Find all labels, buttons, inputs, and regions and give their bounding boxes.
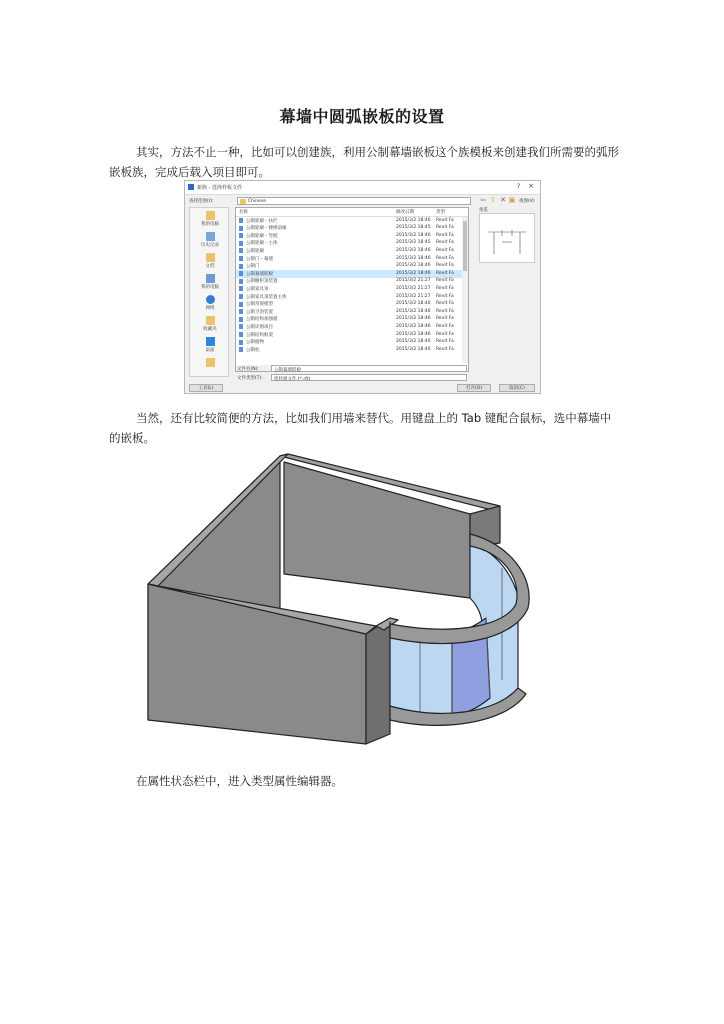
file-row[interactable] — [236, 331, 462, 339]
help-icon[interactable]: ? — [516, 183, 520, 190]
file-row[interactable] — [236, 301, 462, 309]
file-row[interactable] — [236, 293, 462, 301]
preview-pane — [479, 213, 535, 263]
new-folder-icon[interactable]: ▣ — [508, 196, 516, 204]
file-type: Revit Fa — [436, 331, 454, 337]
file-name: 公制常规模型 — [246, 302, 273, 308]
look-in-label: 查找范围(I): — [189, 199, 214, 204]
file-name: 公制轮廓 - 主体 — [246, 241, 278, 247]
file-date: 2015/3/2 18:45 — [396, 225, 431, 231]
file-row[interactable] — [236, 278, 462, 286]
file-name: 公制结构框架 — [246, 332, 273, 338]
paragraph-tab-select: 当然，还有比较简便的方法，比如我们用墙来替代。用键盘上的 Tab 键配合鼠标，选中幕墙中的嵌板。 — [109, 411, 612, 445]
file-name: 公制卫浴装置 — [246, 309, 273, 315]
file-name: 公制门 - 幕墙 — [246, 256, 273, 262]
folder-icon — [240, 199, 246, 204]
file-name: 公制植物 — [246, 340, 264, 346]
file-name: 公制家具顶 — [246, 286, 269, 292]
file-date: 2015/3/2 18:46 — [396, 316, 431, 322]
filename-row — [235, 365, 469, 373]
dialog-titlebar — [185, 181, 540, 195]
filename-input[interactable]: 公制幕墙嵌板 — [271, 365, 467, 372]
file-date: 2015/3/2 18:46 — [396, 346, 431, 352]
file-date: 2015/3/2 18:46 — [396, 301, 431, 307]
family-template-icon — [239, 264, 243, 269]
look-in-row — [187, 196, 477, 205]
place-item[interactable]: 网络 — [190, 295, 230, 311]
file-type: Revit Fa — [436, 225, 454, 231]
file-name: 公制家具顶装置主体 — [246, 294, 287, 300]
file-date: 2015/3/2 18:46 — [396, 263, 431, 269]
file-date: 2015/3/2 21:27 — [396, 278, 431, 284]
file-type: Revit Fa — [436, 263, 454, 269]
family-template-icon — [239, 302, 243, 307]
file-row[interactable] — [236, 316, 462, 324]
back-icon[interactable]: ⇦ — [480, 196, 486, 204]
file-row[interactable] — [236, 217, 462, 225]
filetype-select[interactable]: 族样板文件 (*.rft) — [271, 374, 467, 381]
preview-label: 预览 — [479, 208, 488, 213]
place-item[interactable] — [190, 358, 230, 368]
tools-button[interactable]: 工具(L) — [189, 384, 223, 392]
up-folder-icon[interactable]: ⇧ — [490, 196, 496, 204]
file-date: 2015/3/2 18:45 — [396, 240, 431, 246]
delete-icon[interactable]: ✕ — [500, 196, 506, 204]
file-date: 2015/3/2 21:27 — [396, 293, 431, 299]
file-type: Revit Fa — [436, 240, 454, 246]
back-wall-inner — [284, 462, 470, 598]
file-row[interactable] — [236, 285, 462, 293]
file-name: 公制轮廓 - 扶栏 — [246, 218, 278, 224]
file-type: Revit Fa — [436, 301, 454, 307]
building-3d-render — [140, 448, 540, 748]
file-name: 公制橱柜顶装置 — [246, 279, 278, 285]
file-row[interactable] — [236, 240, 462, 248]
place-item[interactable]: 我的电脑 — [190, 274, 230, 290]
file-list-header — [236, 208, 468, 217]
file-row[interactable] — [236, 270, 462, 278]
file-name: 公制详图项目 — [246, 324, 273, 330]
paragraph-properties: 在属性状态栏中，进入类型属性编辑器。 — [136, 774, 343, 788]
place-item[interactable]: 历史记录 — [190, 232, 230, 248]
family-template-icon — [239, 324, 243, 329]
look-in-value: Chinese — [248, 199, 266, 204]
open-button[interactable]: 打开(O) — [457, 384, 491, 392]
file-type: Revit Fa — [436, 346, 454, 352]
family-template-icon — [239, 271, 243, 276]
file-row[interactable] — [236, 323, 462, 331]
family-template-icon — [239, 256, 243, 261]
file-list[interactable] — [235, 207, 469, 372]
family-template-icon — [239, 226, 243, 231]
file-type: Revit Fa — [436, 339, 454, 345]
file-type: Revit Fa — [436, 255, 454, 261]
paragraph-intro: 其实，方法不止一种，比如可以创建族，利用公制幕墙嵌板这个族模板来创建我们所需要的弧形嵌板族，完成后载入项目即可。 — [109, 145, 619, 179]
file-name: 公制结构加强板 — [246, 317, 278, 323]
file-date: 2015/3/2 18:46 — [396, 232, 431, 238]
file-date: 2015/3/2 21:27 — [396, 285, 431, 291]
file-type: Revit Fa — [436, 217, 454, 223]
file-type: Revit Fa — [436, 293, 454, 299]
file-name: 公制轮廓 - 竖梃 — [246, 233, 278, 239]
column-name[interactable]: 名称 — [239, 210, 248, 215]
file-type: Revit Fa — [436, 308, 454, 314]
place-item[interactable]: 文档 — [190, 253, 230, 269]
filename-label: 文件名(N): — [237, 367, 259, 372]
filetype-label: 文件类型(T): — [237, 376, 263, 381]
file-name: 公制柱 — [246, 347, 260, 353]
file-date: 2015/3/2 18:46 — [396, 270, 431, 276]
file-type: Revit Fa — [436, 270, 454, 276]
cancel-button[interactable]: 取消(C) — [499, 384, 535, 392]
file-row[interactable] — [236, 255, 462, 263]
vertical-scrollbar[interactable] — [462, 217, 468, 363]
column-date[interactable]: 修改日期 — [396, 210, 414, 215]
family-template-icon — [239, 317, 243, 322]
file-date: 2015/3/2 18:46 — [396, 323, 431, 329]
revit-app-icon — [188, 184, 194, 190]
file-name: 公制轮廓 - 楼梯前缘 — [246, 226, 287, 232]
file-name: 公制门 — [246, 264, 260, 270]
file-row[interactable] — [236, 263, 462, 271]
new-family-dialog — [184, 180, 541, 394]
file-date: 2015/3/2 18:46 — [396, 331, 431, 337]
family-template-icon — [239, 286, 243, 291]
file-type: Revit Fa — [436, 316, 454, 322]
family-template-icon — [239, 241, 243, 246]
file-date: 2015/3/2 18:46 — [396, 255, 431, 261]
family-template-icon — [239, 294, 243, 299]
file-row[interactable] — [236, 225, 462, 233]
file-type: Revit Fa — [436, 278, 454, 284]
file-name: 公制轮廓 — [246, 248, 264, 254]
file-name: 公制幕墙嵌板 — [246, 271, 273, 277]
family-template-icon — [239, 218, 243, 223]
filetype-row — [235, 374, 469, 382]
family-template-icon — [239, 332, 243, 337]
file-row[interactable] — [236, 346, 462, 354]
family-template-icon — [239, 347, 243, 352]
file-row[interactable] — [236, 308, 462, 316]
preview-drawing — [480, 214, 534, 262]
family-template-icon — [239, 233, 243, 238]
file-type: Revit Fa — [436, 247, 454, 253]
dialog-title: 新族 - 选择样板文件 — [197, 185, 242, 191]
file-row[interactable] — [236, 247, 462, 255]
look-in-select[interactable] — [237, 197, 471, 205]
file-date: 2015/3/2 18:46 — [396, 247, 431, 253]
views-menu[interactable]: 视图(V) — [519, 199, 535, 204]
column-type[interactable]: 类型 — [436, 210, 445, 215]
place-item[interactable]: 桌面 — [190, 337, 230, 353]
file-row[interactable] — [236, 339, 462, 347]
file-row[interactable] — [236, 232, 462, 240]
family-template-icon — [239, 309, 243, 314]
file-date: 2015/3/2 18:46 — [396, 217, 431, 223]
place-item[interactable]: 我的电脑 — [190, 211, 230, 227]
file-type: Revit Fa — [436, 232, 454, 238]
family-template-icon — [239, 279, 243, 284]
family-template-icon — [239, 340, 243, 345]
file-date: 2015/3/2 18:46 — [396, 308, 431, 314]
page-title: 幕墙中圆弧嵌板的设置 — [279, 107, 445, 126]
front-wall-end — [366, 618, 390, 744]
file-type: Revit Fa — [436, 323, 454, 329]
place-item[interactable]: 收藏夹 — [190, 316, 230, 332]
family-template-icon — [239, 248, 243, 253]
places-bar — [189, 207, 229, 377]
close-icon[interactable]: × — [528, 182, 534, 190]
file-type: Revit Fa — [436, 285, 454, 291]
file-date: 2015/3/2 18:46 — [396, 339, 431, 345]
